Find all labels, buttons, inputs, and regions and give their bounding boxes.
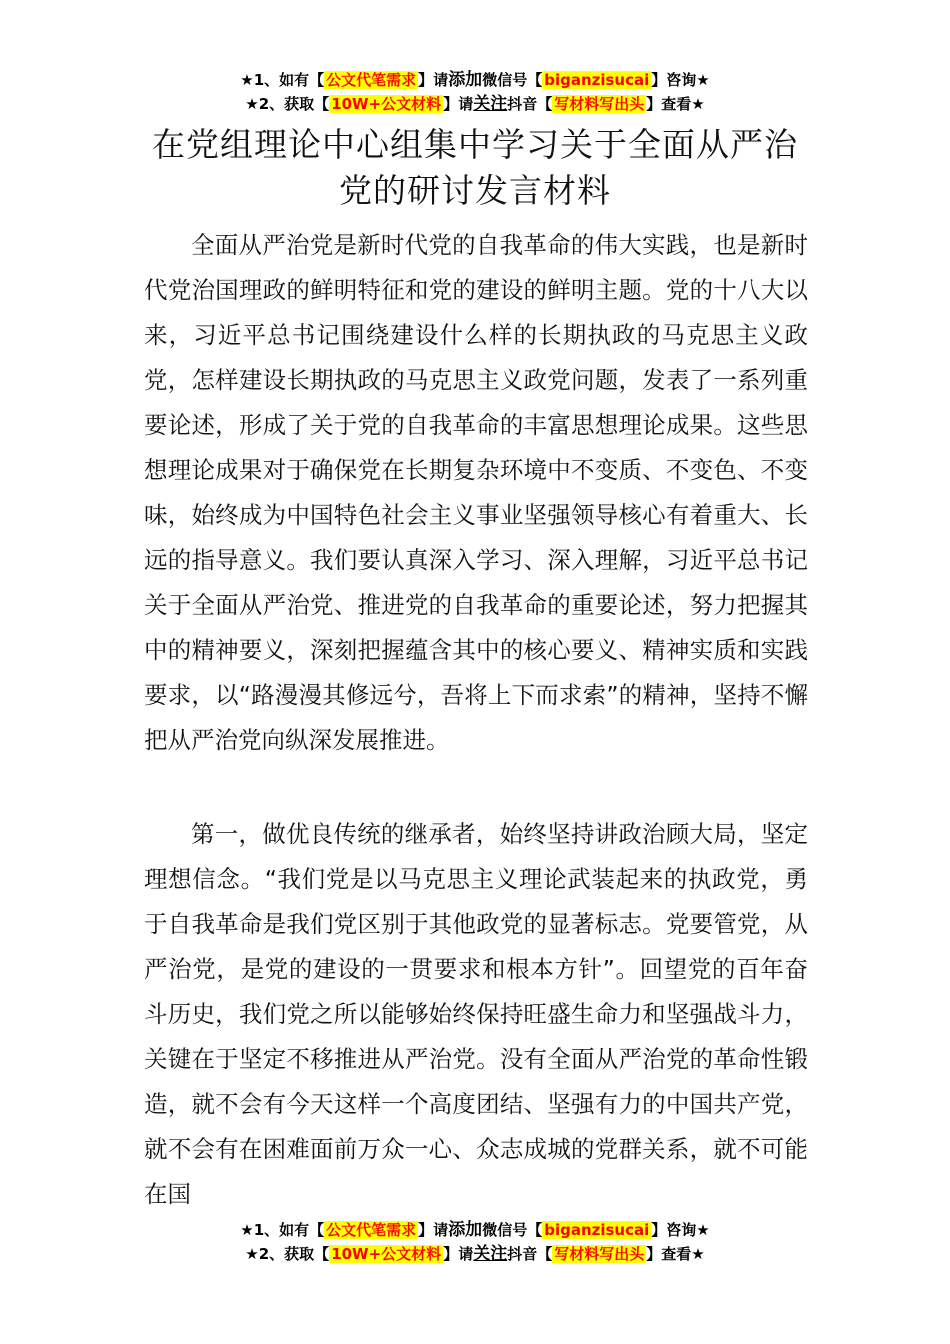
banner-text: 】请 — [443, 95, 474, 113]
banner-text: ★2、获取【 — [245, 95, 330, 113]
banner-highlight: biganzisucai — [544, 1221, 650, 1239]
banner-emphasis: 关注 — [473, 94, 508, 114]
banner-text: ★1、如有【 — [240, 1221, 325, 1239]
banner-line-1 — [0, 1218, 950, 1242]
banner-text: 】咨询★ — [651, 71, 710, 89]
banner-text: 】咨询★ — [651, 1221, 710, 1239]
paragraph-text: 全面从严治党是新时代党的自我革命的伟大实践，也是新时代党治国理政的鲜明特征和党的建设的鲜明主题。党的十八大以来，习近平总书记围绕建设什么样的长期执政的马克思主义政党，怎样建设长期执政的马克思主义政党问题，发表了一系列重要论述，形成了关于党的自我革命的丰富思想理论成果。这些思想理论成果对于确保党在长期复杂环境中不变质、不变色、不变味，始终成为中国特色社会主义事业坚强领导核心有着重大、长远的指导意义。我们要认真深入学习、深入理解，习近平总书记关于全面从严治党、推进党的自我革命的重要论述，努力把握其中的精神要义，深刻把握蕴含其中的核心要义、精神实质和实践要求，以“路漫漫其修远兮，吾将上下而求索”的精神，坚持不懈把从严治党向纵深发展推进。 — [144, 231, 808, 754]
banner-text: 抖音【 — [507, 1245, 553, 1263]
banner-highlight: 公文代笔需求 — [326, 71, 417, 89]
banner-text: 微信号【 — [482, 71, 543, 89]
document-title — [120, 122, 830, 214]
banner-emphasis: 关注 — [473, 1244, 508, 1264]
body-paragraph-1 — [144, 223, 808, 808]
banner-line-2 — [0, 1242, 950, 1266]
banner-text: 抖音【 — [507, 95, 553, 113]
banner-highlight: 10W+公文材料 — [331, 1245, 442, 1263]
banner-text: ★1、如有【 — [240, 71, 325, 89]
banner-highlight: 10W+公文材料 — [331, 95, 442, 113]
banner-line-2 — [0, 92, 950, 116]
banner-text: 】请 — [418, 71, 449, 89]
banner-emphasis: 添加 — [448, 70, 483, 90]
top-banner — [0, 68, 950, 116]
banner-highlight: 写材料写出头 — [554, 1245, 645, 1263]
banner-text: ★2、获取【 — [245, 1245, 330, 1263]
bottom-banner — [0, 1218, 950, 1266]
banner-text: 】查看★ — [646, 95, 705, 113]
banner-text: 】请 — [418, 1221, 449, 1239]
banner-line-1 — [0, 68, 950, 92]
body-paragraph-2 — [144, 812, 808, 1217]
banner-highlight: biganzisucai — [544, 71, 650, 89]
paragraph-text: 第一，做优良传统的继承者，始终坚持讲政治顾大局，坚定理想信念。“我们党是以马克思主义理论武装起来的执政党，勇于自我革命是我们党区别于其他政党的显著标志。党要管党，从严治党，是党的建设的一贯要求和根本方针”。回望党的百年奋斗历史，我们党之所以能够始终保持旺盛生命力和坚强战斗力，关键在于坚定不移推进从严治党。没有全面从严治党的革命性锻造，就不会有今天这样一个高度团结、坚强有力的中国共产党，就不会有在困难面前万众一心、众志成城的党群关系，就不可能在国 — [144, 820, 808, 1208]
banner-highlight: 写材料写出头 — [554, 95, 645, 113]
title-line-2: 党的研讨发言材料 — [339, 171, 611, 210]
banner-text: 】请 — [443, 1245, 474, 1263]
banner-emphasis: 添加 — [448, 1220, 483, 1240]
banner-text: 微信号【 — [482, 1221, 543, 1239]
banner-text: 】查看★ — [646, 1245, 705, 1263]
title-line-1: 在党组理论中心组集中学习关于全面从严治 — [152, 125, 798, 164]
banner-highlight: 公文代笔需求 — [326, 1221, 417, 1239]
